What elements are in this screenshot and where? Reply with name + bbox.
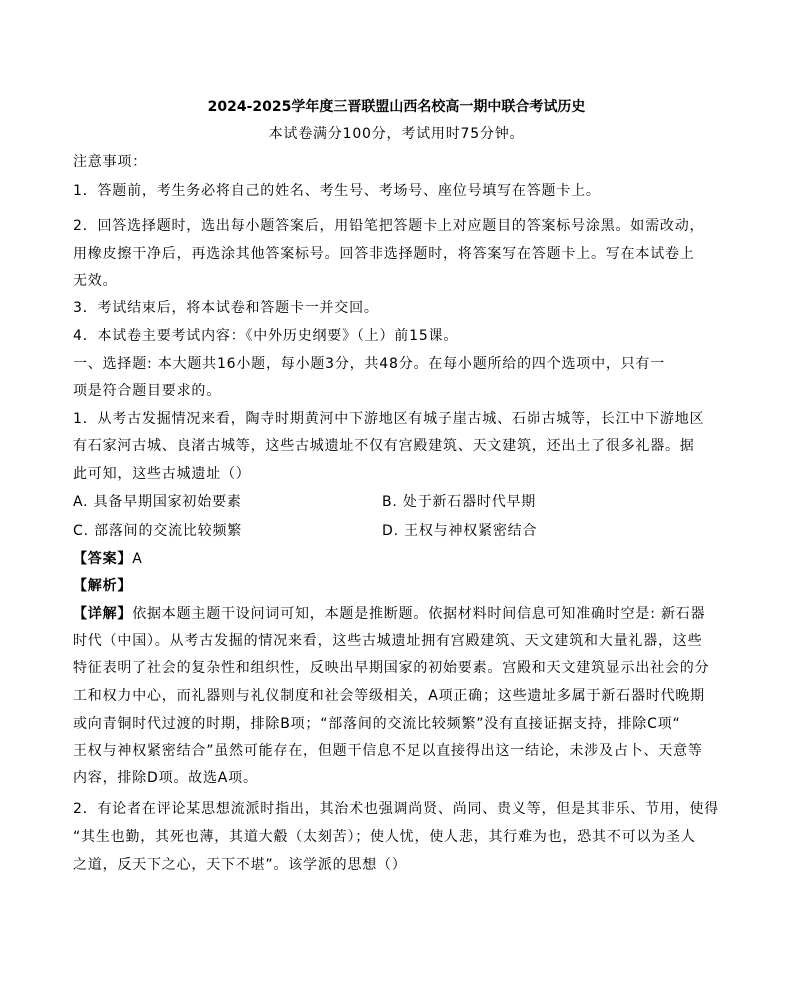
q2-stem-line-3: 之道，反天下之心，天下不堪”。该学派的思想（） [73,857,407,873]
q1-detail-line-6: 王权与神权紧密结合”虽然可能存在，但题干信息不足以直接得出这一结论，未涉及占卜、天意等 [73,743,703,759]
section-header-line-1: 一、选择题: 本大题共16小题，每小题3分，共48分。在每小题所给的四个选项中，只有一 [73,356,666,372]
note-3: 3．考试结束后，将本试卷和答题卡一并交回。 [73,300,379,316]
q1-stem-line-2: 有石家河古城、良渚古城等，这些古城遗址不仅有宫殿建筑、天文建筑，还出土了很多礼器。据 [73,438,695,454]
answer-label: 【答案】 [73,551,133,567]
note-2-line-3: 无效。 [73,273,118,289]
q1-answer [73,551,143,567]
q1-detail-line-4: 工和权力中心，而礼器则与礼仪制度和社会等级相关，A项正确；这些遗址多属于新石器时代晚期 [73,688,705,704]
q1-detail-line-1 [73,606,705,622]
q1-detail-line-7: 内容，排除D项。故选A项。 [73,770,258,786]
exam-subtitle: 本试卷满分100分，考试用时75分钟。 [268,126,525,142]
q1-option-b: B. 处于新石器时代早期 [382,494,537,510]
notes-heading: 注意事项： [73,154,147,170]
q2-stem-line-2: “其生也勤，其死也薄，其道大觳（太刻苦）；使人忧，使人悲，其行难为也，恐其不可以为圣人 [73,829,696,845]
q1-stem-line-3: 此可知，这些古城遗址（） [73,466,251,482]
q1-option-a: A. 具备早期国家初始要素 [73,494,242,510]
detail-label: 【详解】 [73,606,133,622]
note-2-line-1: 2．回答选择题时，选出每小题答案后，用铅笔把答题卡上对应题目的答案标号涂黑。如需改动， [73,218,705,234]
q1-stem-line-1: 1．从考古发掘情况来看，陶寺时期黄河中下游地区有城子崖古城、石峁古城等，长江中下游地区 [73,411,705,427]
note-2-line-2: 用橡皮擦干净后，再选涂其他答案标号。回答非选择题时，将答案写在答题卡上。写在本试卷上 [73,246,695,262]
section-header-line-2: 项是符合题目要求的。 [73,383,221,399]
note-4: 4．本试卷主要考试内容：《中外历史纲要》（上）前15课。 [73,328,459,344]
detail-text-1: 依据本题主题干设问词可知，本题是推断题。依据材料时间信息可知准确时空是: 新石器 [132,606,706,622]
q2-stem-line-1: 2．有论者在评论某思想流派时指出，其治术也强调尚贤、尚同、贵义等，但是其非乐、节用，使得 [73,801,720,817]
exam-title: 2024-2025学年度三晋联盟山西名校高一期中联合考试历史 [207,99,586,115]
q1-detail-line-5: 或向青铜时代过渡的时期，排除B项；“部落间的交流比较频繁”没有直接证据支持，排除C项“ [73,716,681,732]
answer-value: A [132,551,143,567]
q1-analysis-label: 【解析】 [73,578,133,594]
q1-detail-line-3: 特征表明了社会的复杂性和组织性，反映出早期国家的初始要素。宫殿和天文建筑显示出社会的分 [73,660,710,676]
q1-option-d: D. 王权与神权紧密结合 [382,523,538,539]
q1-option-c: C. 部落间的交流比较频繁 [73,523,243,539]
note-1: 1．答题前，考生务必将自己的姓名、考生号、考场号、座位号填写在答题卡上。 [73,183,601,199]
q1-detail-line-2: 时代（中国）。从考古发掘的情况来看，这些古城遗址拥有宫殿建筑、天文建筑和大量礼器，这些 [73,633,703,649]
